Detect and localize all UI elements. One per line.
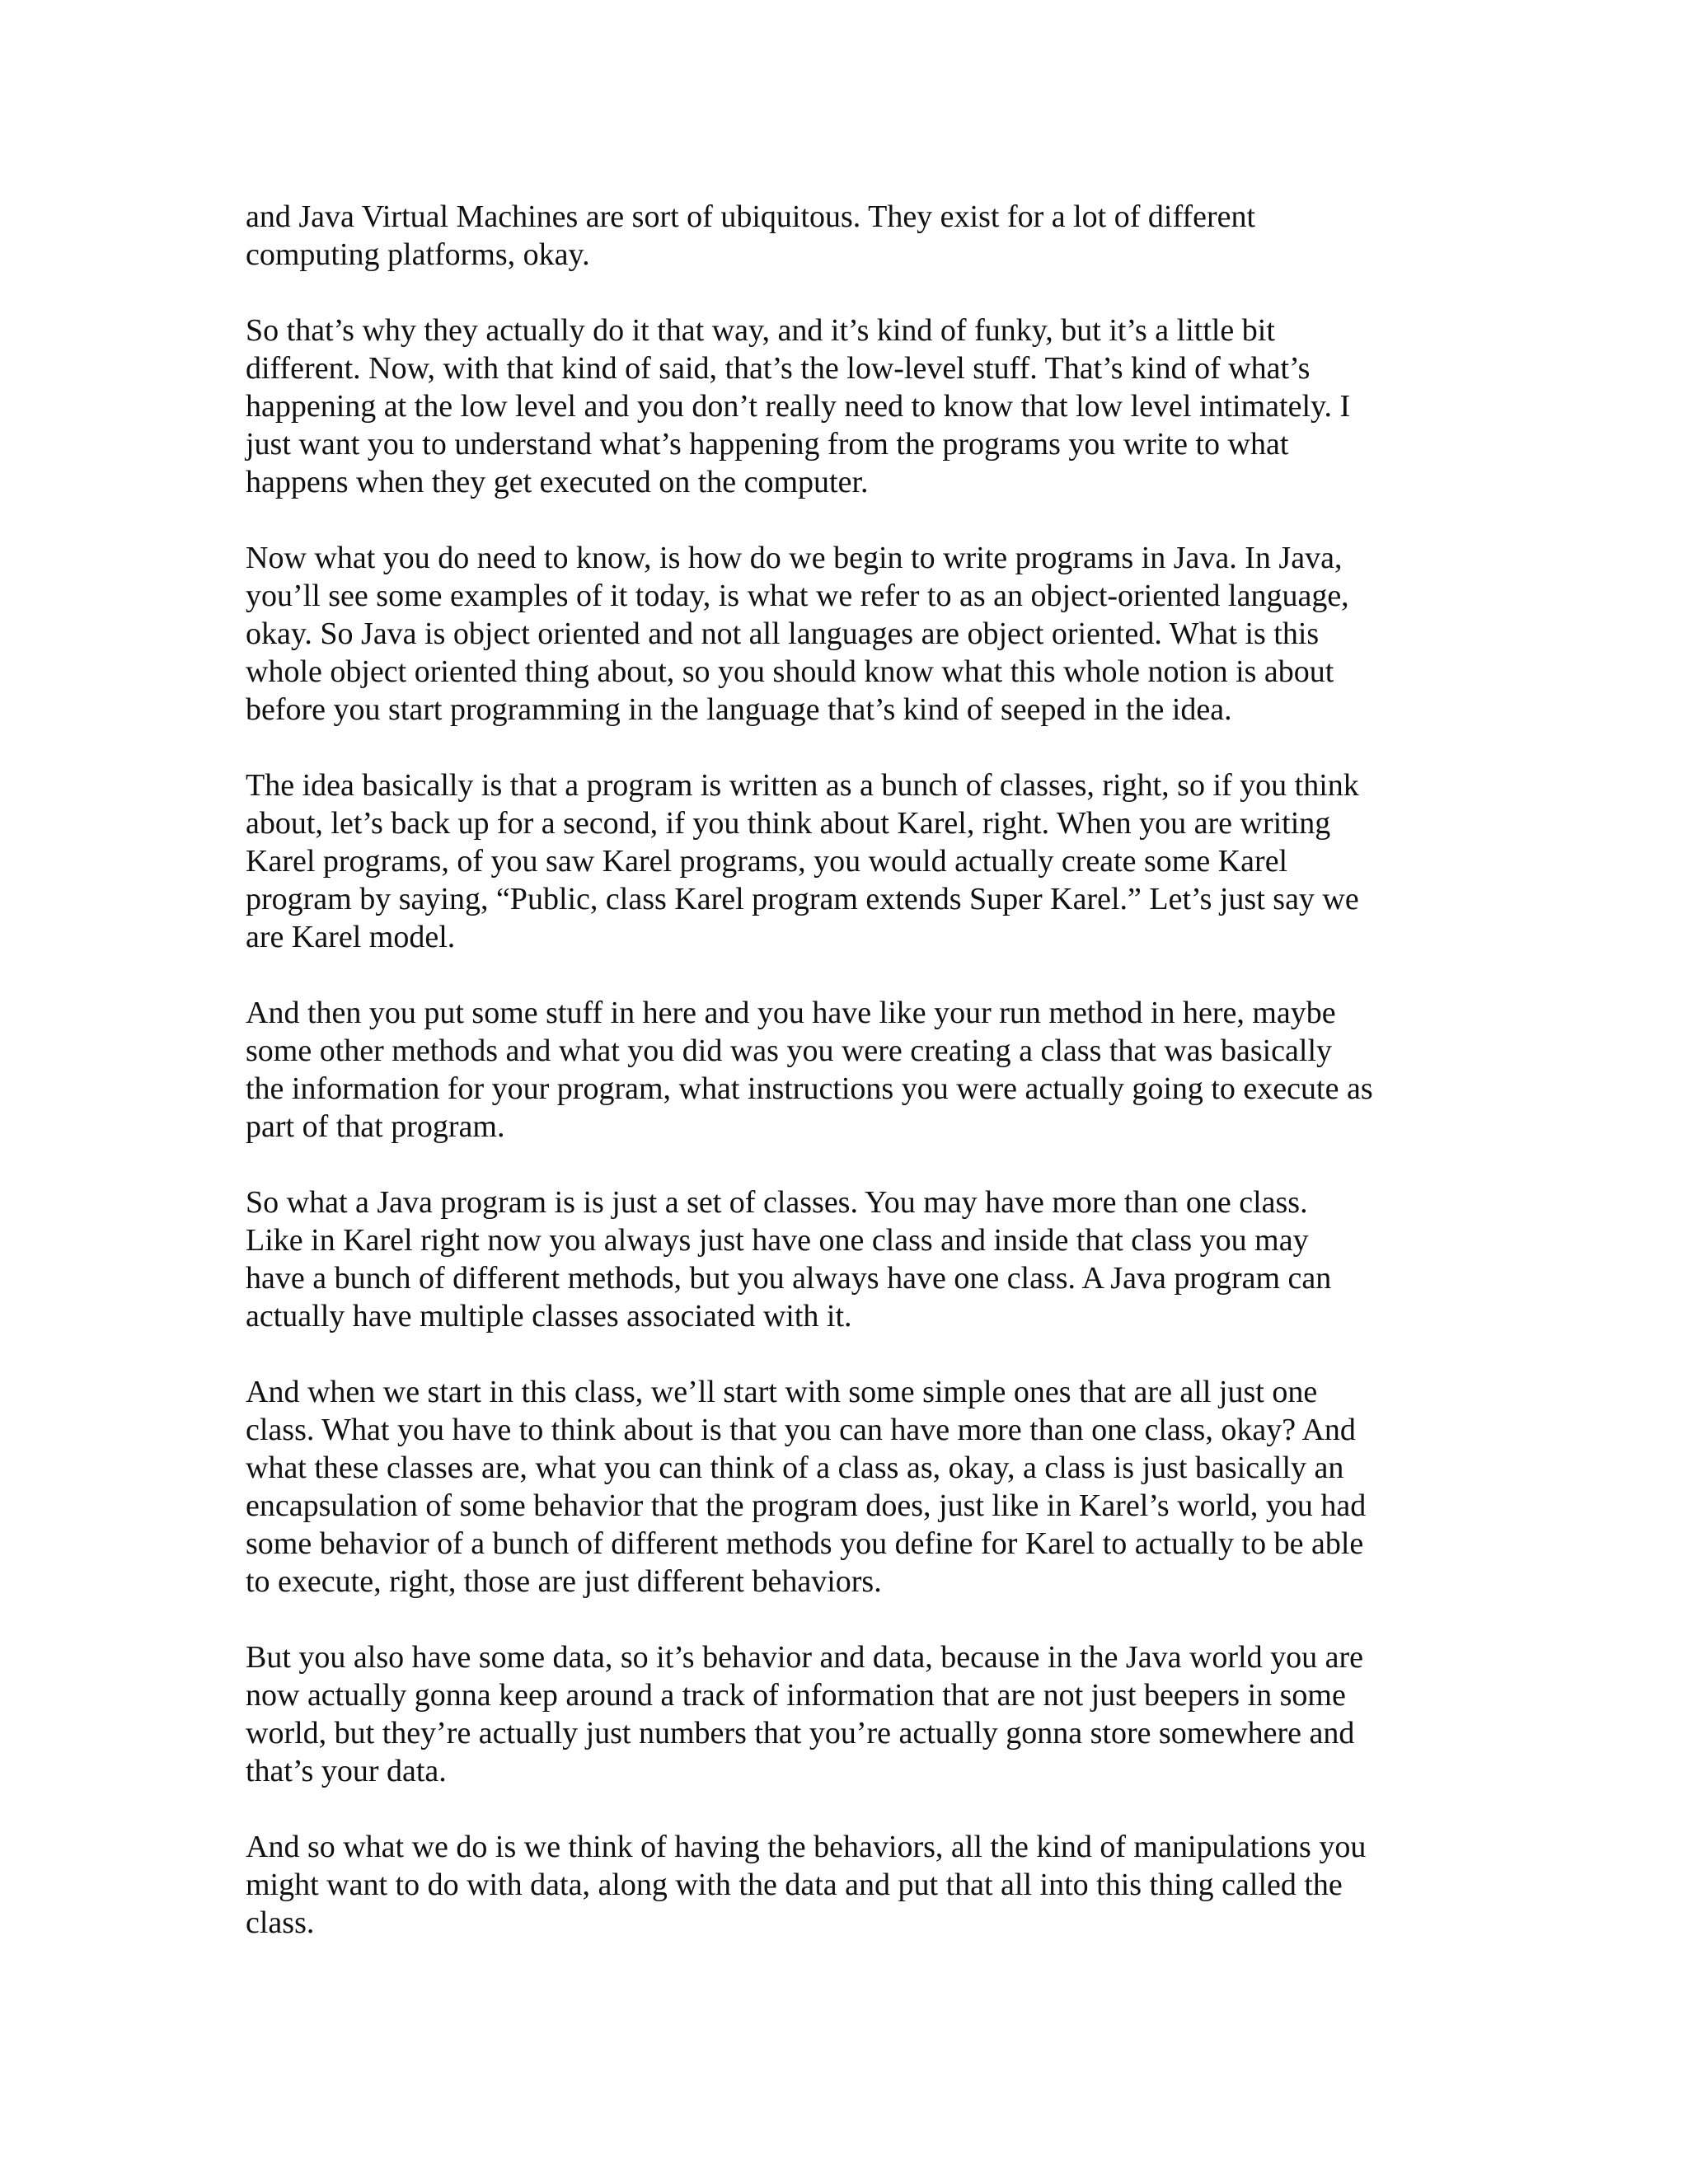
paragraph — [246, 198, 1449, 274]
text-line: But you also have some data, so it’s behavior and data, because in the Java world you are — [246, 1640, 1363, 1675]
text-line: have a bunch of different methods, but you always have one class. A Java program can — [246, 1261, 1332, 1296]
text-line: are Karel model. — [246, 920, 456, 954]
text-line: encapsulation of some behavior that the program does, just like in Karel’s world, you had — [246, 1488, 1367, 1523]
text-line: So what a Java program is is just a set of classes. You may have more than one class. — [246, 1185, 1308, 1220]
text-line: the information for your program, what instructions you were actually going to execute as — [246, 1071, 1373, 1106]
text-line: might want to do with data, along with the data and put that all into this thing called the — [246, 1868, 1343, 1902]
text-line: actually have multiple classes associated with it. — [246, 1299, 852, 1333]
paragraph — [246, 1828, 1449, 1942]
text-line: whole object oriented thing about, so you should know what this whole notion is about — [246, 654, 1334, 689]
text-line: program by saying, “Public, class Karel program extends Super Karel.” Let’s just say we — [246, 882, 1359, 916]
paragraph — [246, 994, 1449, 1146]
text-line: you’ll see some examples of it today, is what we refer to as an object-oriented language, — [246, 579, 1349, 613]
text-line: to execute, right, those are just different behaviors. — [246, 1564, 882, 1599]
text-line: just want you to understand what’s happening from the programs you write to what — [246, 427, 1289, 462]
text-line: okay. So Java is object oriented and not all languages are object oriented. What is this — [246, 616, 1320, 651]
text-line: that’s your data. — [246, 1754, 447, 1788]
text-line: part of that program. — [246, 1109, 505, 1144]
text-line: Karel programs, of you saw Karel programs, you would actually create some Karel — [246, 844, 1288, 879]
paragraph — [246, 312, 1449, 501]
paragraph — [246, 1373, 1449, 1601]
text-line: happens when they get executed on the computer. — [246, 465, 869, 499]
text-line: Like in Karel right now you always just have one class and inside that class you may — [246, 1223, 1309, 1258]
text-line: class. What you have to think about is that you can have more than one class, okay? And — [246, 1413, 1356, 1447]
text-line: Now what you do need to know, is how do we begin to write programs in Java. In Java, — [246, 541, 1343, 575]
text-line: and Java Virtual Machines are sort of ubiquitous. They exist for a lot of different — [246, 199, 1256, 234]
text-line: what these classes are, what you can think of a class as, okay, a class is just basically an — [246, 1451, 1344, 1485]
paragraph — [246, 539, 1449, 729]
text-line: some other methods and what you did was you were creating a class that was basically — [246, 1033, 1333, 1068]
text-line: now actually gonna keep around a track of information that are not just beepers in some — [246, 1678, 1346, 1713]
text-line: class. — [246, 1905, 315, 1940]
text-line: computing platforms, okay. — [246, 237, 590, 272]
text-line: before you start programming in the language that’s kind of seeped in the idea. — [246, 692, 1232, 727]
text-line: And so what we do is we think of having the behaviors, all the kind of manipulations you — [246, 1830, 1367, 1864]
text-line: world, but they’re actually just numbers that you’re actually gonna store somewhere and — [246, 1716, 1355, 1750]
paragraph — [246, 766, 1449, 956]
text-line: some behavior of a bunch of different methods you define for Karel to actually to be able — [246, 1526, 1364, 1561]
text-line: different. Now, with that kind of said, that’s the low-level stuff. That’s kind of what’s — [246, 351, 1311, 386]
paragraph — [246, 1183, 1449, 1335]
text-line: happening at the low level and you don’t really need to know that low level intimately. I — [246, 389, 1351, 424]
text-line: And when we start in this class, we’ll start with some simple ones that are all just one — [246, 1375, 1318, 1409]
text-line: So that’s why they actually do it that way, and it’s kind of funky, but it’s a little bit — [246, 313, 1275, 348]
document-body — [246, 198, 1449, 1980]
text-line: The idea basically is that a program is written as a bunch of classes, right, so if you think — [246, 768, 1359, 803]
text-line: about, let’s back up for a second, if you think about Karel, right. When you are writing — [246, 806, 1331, 841]
paragraph — [246, 1638, 1449, 1790]
text-line: And then you put some stuff in here and you have like your run method in here, maybe — [246, 996, 1336, 1030]
